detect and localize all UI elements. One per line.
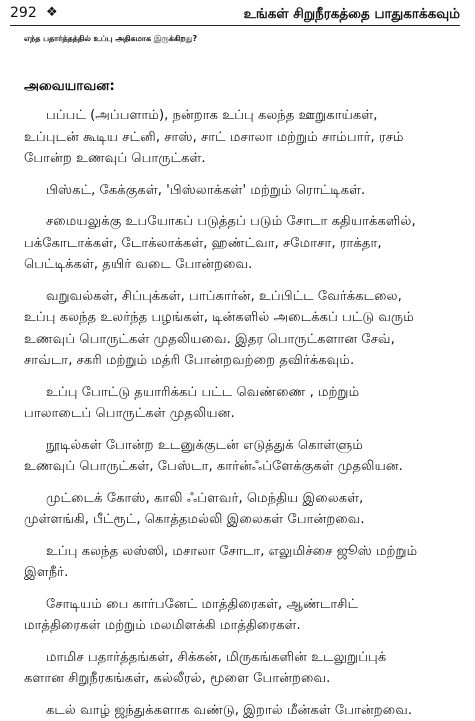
paragraph xyxy=(24,105,464,170)
header-rule xyxy=(10,25,460,26)
paragraph xyxy=(24,180,464,202)
paragraph xyxy=(24,435,464,478)
paragraph-line: உப்புடன் கூடிய சட்னி, சாஸ், சாட் மசாலா மற்றும் சாம்பார், ரசம் xyxy=(24,127,464,149)
paragraph xyxy=(24,647,464,690)
running-title: உங்கள் சிறுநீரகத்தை பாதுகாக்கவும் xyxy=(244,6,460,24)
paragraph-line: மாமிச பதார்த்தங்கள், சிக்கன், மிருகங்களின் உடலுறுப்புக் xyxy=(46,647,464,669)
paragraph xyxy=(24,488,464,531)
paragraph xyxy=(24,594,464,637)
paragraph-line: வறுவல்கள், சிப்புக்கள், பாப்கார்ன், உப்பிட்ட வேர்க்கடலை, xyxy=(46,286,464,308)
paragraph-line: களான சிறுநீரகங்கள், கல்லீரல், மூளை போன்றவை. xyxy=(24,668,464,690)
paragraph-line: உப்பு கலந்த லஸ்ஸி, மசாலா சோடா, எலுமிச்சை ஜூஸ் மற்றும் xyxy=(46,541,464,563)
paragraph xyxy=(24,286,464,372)
paragraph xyxy=(24,700,464,721)
paragraph-line: சோடியம் பை கார்பனேட் மாத்திரைகள், ஆண்டாசிட் xyxy=(46,594,464,616)
paragraph-line: பப்பட் (அப்பளாம்), நன்றாக உப்பு கலந்த ஊறுகாய்கள், xyxy=(46,105,464,127)
paragraph-line: பாலாடைப் பொருட்கள் முதலியன. xyxy=(24,403,464,425)
paragraph-line: உப்பு போட்டு தயாரிக்கப் பட்ட வெண்ணை , மற்றும் xyxy=(46,382,464,404)
paragraph-line: கடல் வாழ் ஜந்துக்களாக வண்டு, இறால் மீன்கள் போன்றவை. xyxy=(46,700,464,721)
paragraph-line: முட்டைக் கோஸ், காலி ஃப்ளவர், மெந்திய இலைகள், xyxy=(46,488,464,510)
paragraph-line: சமையலுக்கு உபயோகப் படுத்தப் படும் சோடா கதியாக்களில், xyxy=(46,211,464,233)
paragraph-line: மாத்திரைகள் மற்றும் மலமிளக்கி மாத்திரைகள். xyxy=(24,615,464,637)
paragraph xyxy=(24,382,464,425)
paragraph xyxy=(24,211,464,276)
paragraph-line: சாவ்டா, சகரி மற்றும் மத்ரி போன்றவற்றை தவிர்க்கவும். xyxy=(24,350,464,372)
paragraph-line: பக்கோடாக்கள், டோக்லாக்கள், ஹண்ட்வா, சமோசா, ராக்தா, xyxy=(24,233,464,255)
page-number: 292 xyxy=(10,5,37,21)
paragraph-line: முள்ளங்கி, பீட்ரூட், கொத்தமல்லி இலைகள் போன்றவை. xyxy=(24,509,464,531)
paragraph-line: நூடில்கள் போன்ற உடனுக்குடன் எடுத்துக் கொள்ளும் xyxy=(46,435,464,457)
paragraph xyxy=(24,541,464,584)
paragraph-line: பெட்டிக்கள், தயிர் வடை போன்றவை. xyxy=(24,254,464,276)
list-heading: அவையாவன: xyxy=(24,78,464,96)
paragraph-line: இளநீர். xyxy=(24,562,464,584)
paragraph-line: உணவுப் பொருட்கள் முதலியவை. இதர பொருட்களான சேவ், xyxy=(24,329,464,351)
section-question: எந்த பதார்த்தத்தில் உப்பு அதிகமாக இருக்கிறது? xyxy=(24,34,464,44)
page-header xyxy=(10,4,460,26)
ornament-icon: ❖ xyxy=(46,5,58,20)
paragraph-line: பிஸ்கட், கேக்குகள், 'பிஸ்லாக்கள்' மற்றும் ரொட்டிகள். xyxy=(46,180,464,202)
paragraph-line: போன்ற உணவுப் பொருட்கள். xyxy=(24,148,464,170)
page-body xyxy=(24,34,464,721)
paragraph-line: உணவுப் பொருட்கள், பேஸ்டா, கார்ன்ஃப்ளேக்குகள் முதலியன. xyxy=(24,456,464,478)
paragraph-line: உப்பு கலந்த உலர்ந்த பழங்கள், டின்களில் அடைக்கப் பட்டு வரும் xyxy=(24,307,464,329)
paragraph-list xyxy=(24,105,464,721)
